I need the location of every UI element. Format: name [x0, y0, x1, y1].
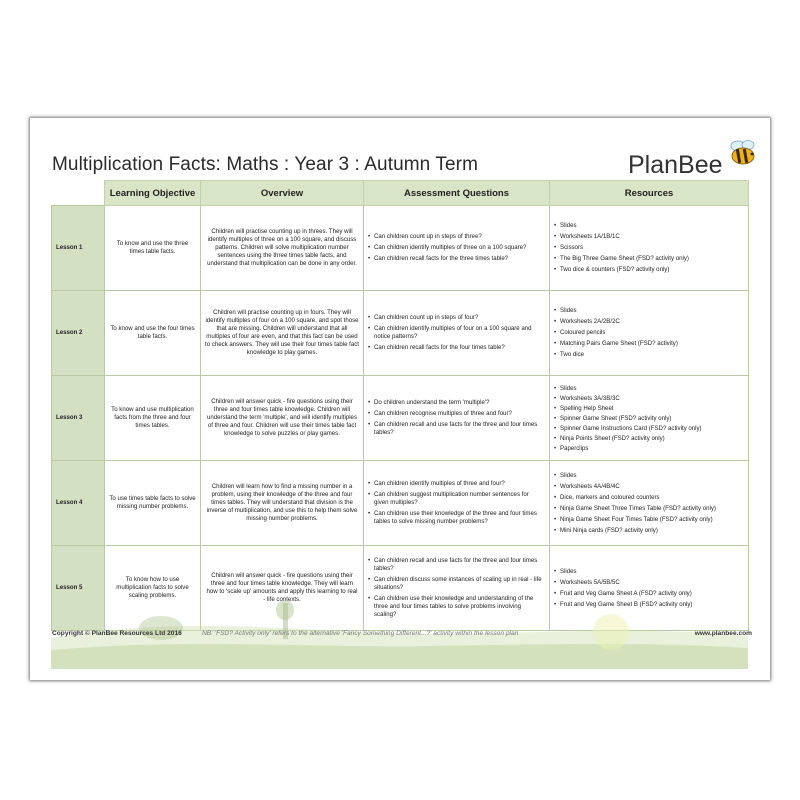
- resource-item: • Worksheets 3A/3B/3C: [554, 395, 744, 402]
- resource-item: • Dice, markers and coloured counters: [554, 494, 744, 502]
- header-overview: Overview: [201, 181, 364, 206]
- lesson-label: Lesson 4: [52, 461, 105, 546]
- resource-item: • Fruit and Veg Game Sheet B (FSD? activity only): [554, 601, 744, 609]
- resource-item: • Slides: [554, 222, 744, 230]
- website-text: www.planbee.com: [694, 630, 752, 637]
- lesson-table: [51, 180, 749, 631]
- question-item: • Can children use their knowledge and understanding of the three and four times tables to solve problems involving scaling?: [368, 595, 545, 619]
- question-item: • Can children count up in steps of four?: [368, 314, 545, 322]
- lesson-objective: To know and use the three times table facts.: [105, 206, 201, 291]
- resource-item: • Scissors: [554, 244, 744, 252]
- lesson-overview: Children will learn how to find a missing number in a problem, using their knowledge of the three and four times tables. They will understand that division is the inverse of multiplication, and use this to help them solve missing number problems.: [201, 461, 364, 546]
- question-item: • Can children suggest multiplication number sentences for given multiples?: [368, 491, 545, 507]
- lesson-overview: Children will practise counting up in threes. They will identify multiples of three on a 100 square, and discuss patterns. Children will solve multiplication number sentences using the three times table facts, and understand that multiplication can be done in any order.: [201, 206, 364, 291]
- lesson-label: Lesson 5: [52, 546, 105, 631]
- resources-list: [550, 461, 749, 546]
- resource-item: • Two dice: [554, 351, 744, 359]
- lesson-overview: Children will practise counting up in fours. They will identify multiples of four on a 100 square, and spot those that are missing. Children will understand that all multiples of four are even, and that this fact can be used to check answers. They will use their four times table fact knowledge to play games.: [201, 291, 364, 376]
- question-item: • Do children understand the term 'multiple'?: [368, 399, 545, 407]
- question-item: • Can children identify multiples of three and four?: [368, 480, 545, 488]
- header-blank: [52, 181, 105, 206]
- copyright-text: Copyright © PlanBee Resources Ltd 2016: [52, 630, 182, 637]
- question-item: • Can children use their knowledge of the three and four times tables to solve missing number problems?: [368, 510, 545, 526]
- assessment-questions: [364, 461, 550, 546]
- resource-item: • Fruit and Veg Game Sheet A (FSD? activity only): [554, 590, 744, 598]
- lesson-label: Lesson 3: [52, 376, 105, 461]
- resource-item: • Worksheets 2A/2B/2C: [554, 318, 744, 326]
- bee-icon: [726, 138, 760, 168]
- assessment-questions: [364, 291, 550, 376]
- resource-item: • Spelling Help Sheet: [554, 405, 744, 412]
- header-learning-objective: Learning Objective: [105, 181, 201, 206]
- resource-item: • Worksheets 1A/1B/1C: [554, 233, 744, 241]
- resource-item: • Matching Pairs Game Sheet (FSD? activity): [554, 340, 744, 348]
- resource-item: • Spinner Game Instructions Card (FSD? activity only): [554, 425, 744, 432]
- header-row: [52, 181, 749, 206]
- question-item: • Can children recall and use facts for the three and four times tables?: [368, 557, 545, 573]
- lesson-objective: To know and use the four times table facts.: [105, 291, 201, 376]
- resource-item: • Ninja Points Sheet (FSD? activity only): [554, 435, 744, 442]
- question-item: • Can children discuss some instances of scaling up in real - life situations?: [368, 576, 545, 592]
- lesson-objective: To use times table facts to solve missing number problems.: [105, 461, 201, 546]
- lesson-overview: Children will answer quick - fire questions using their three and four times table knowledge. They will learn how to 'scale up' amounts and apply this learning to real - life contexts.: [201, 546, 364, 631]
- question-item: • Can children identify multiples of four on a 100 square and notice patterns?: [368, 325, 545, 341]
- question-item: • Can children count up in steps of three?: [368, 233, 545, 241]
- assessment-questions: [364, 206, 550, 291]
- header-resources: Resources: [550, 181, 749, 206]
- lesson-label: Lesson 1: [52, 206, 105, 291]
- lesson-row: [52, 291, 749, 376]
- resource-item: • Slides: [554, 385, 744, 392]
- resources-list: [550, 291, 749, 376]
- lesson-row: [52, 376, 749, 461]
- resource-item: • Worksheets 5A/5B/5C: [554, 579, 744, 587]
- lesson-plan-sheet: [30, 118, 770, 680]
- question-item: • Can children recognise multiples of three and four?: [368, 410, 545, 418]
- logo-text: PlanBee: [628, 151, 723, 179]
- resource-item: • Worksheets 4A/4B/4C: [554, 483, 744, 491]
- resource-item: • Ninja Game Sheet Four Times Table (FSD? activity only): [554, 516, 744, 524]
- resources-list: [550, 376, 749, 461]
- resources-list: [550, 206, 749, 291]
- resource-item: • Mini Ninja cards (FSD? activity only): [554, 527, 744, 535]
- resource-item: • Spinner Game Sheet (FSD? activity only): [554, 415, 744, 422]
- resource-item: • Paperclips: [554, 445, 744, 452]
- lesson-label: Lesson 2: [52, 291, 105, 376]
- planbee-logo: [628, 146, 758, 182]
- assessment-questions: [364, 376, 550, 461]
- resource-item: • Slides: [554, 307, 744, 315]
- resource-item: • Ninja Game Sheet Three Times Table (FSD? activity only): [554, 505, 744, 513]
- question-item: • Can children recall facts for the three times table?: [368, 255, 545, 263]
- lesson-objective: To know and use multiplication facts from the three and four times tables.: [105, 376, 201, 461]
- lesson-objective: To know how to use multiplication facts to solve scaling problems.: [105, 546, 201, 631]
- resources-list: [550, 546, 749, 631]
- header-assessment-questions: Assessment Questions: [364, 181, 550, 206]
- question-item: • Can children identify multiples of three on a 100 square?: [368, 244, 545, 252]
- resource-item: • The Big Three Game Sheet (FSD? activity only): [554, 255, 744, 263]
- lesson-row: [52, 206, 749, 291]
- assessment-questions: [364, 546, 550, 631]
- lesson-row: [52, 461, 749, 546]
- resource-item: • Coloured pencils: [554, 329, 744, 337]
- resource-item: • Two dice & counters (FSD? activity only): [554, 266, 744, 274]
- footer-note: NB: 'FSD? Activity only' refers to the alternative 'Fancy Something Different...?' activity within the lesson plan: [202, 630, 519, 637]
- resource-item: • Slides: [554, 568, 744, 576]
- question-item: • Can children recall facts for the four times table?: [368, 344, 545, 352]
- page-title: Multiplication Facts: Maths : Year 3 : Autumn Term: [52, 154, 479, 175]
- resource-item: • Slides: [554, 472, 744, 480]
- question-item: • Can children recall and use facts for the three and four times tables?: [368, 421, 545, 437]
- lesson-overview: Children will answer quick - fire questions using their three and four times table knowledge. Children will understand the term 'multiple', and will identify multiples of three and four. Children will use their times table fact knowledge to solve puzzles or play games.: [201, 376, 364, 461]
- lesson-row: [52, 546, 749, 631]
